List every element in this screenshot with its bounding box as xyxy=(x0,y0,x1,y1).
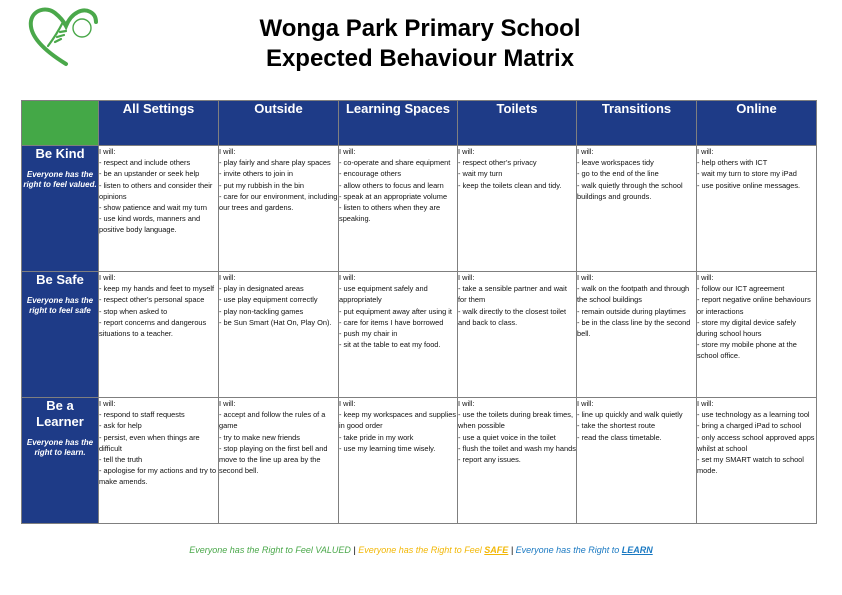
matrix-cell xyxy=(219,146,339,272)
cell-intro: I will: xyxy=(219,399,236,408)
matrix-cell xyxy=(99,146,219,272)
behaviour-item: - use kind words, manners and positive body language. xyxy=(99,214,201,235)
matrix-cell xyxy=(339,272,458,398)
behaviour-item: - wait my turn xyxy=(458,169,503,179)
cell-intro: I will: xyxy=(458,273,475,282)
behaviour-item: - show patience and wait my turn xyxy=(99,203,208,213)
behaviour-item: - help others with ICT xyxy=(697,158,768,168)
behaviour-item: - stop when asked to xyxy=(99,306,168,316)
cell-intro: I will: xyxy=(339,147,356,156)
behaviour-item: - push my chair in xyxy=(339,329,398,339)
behaviour-item: - persist, even when things are difficult xyxy=(99,432,200,453)
behaviour-item: - put equipment away after using it xyxy=(339,306,452,316)
row-be-safe xyxy=(22,272,817,398)
behaviour-item: - set my SMART watch to school mode. xyxy=(697,455,804,476)
row-subtitle: Everyone has the right to feel safe xyxy=(26,296,94,315)
school-logo xyxy=(26,4,106,70)
behaviour-item: - be in the class line by the second bell. xyxy=(577,317,691,339)
behaviour-item: - allow others to focus and learn xyxy=(339,180,444,190)
behaviour-item: - apologise for my actions and try to make amends. xyxy=(99,466,217,487)
column-header-transitions: Transitions xyxy=(577,101,697,146)
behaviour-item: - be an upstander or seek help xyxy=(99,169,200,179)
matrix-cell xyxy=(697,146,817,272)
matrix-cell xyxy=(99,398,219,524)
matrix-cell xyxy=(458,398,577,524)
header-row xyxy=(22,101,817,146)
behaviour-item: - use my learning time wisely. xyxy=(339,443,436,453)
footer-safe-prefix: Everyone has the Right to Feel xyxy=(358,545,485,555)
column-header-learning-spaces: Learning Spaces xyxy=(339,101,458,146)
behaviour-item: - store my digital device safely during school hours xyxy=(697,317,796,339)
cell-intro: I will: xyxy=(219,273,236,282)
behaviour-item: - care for our environment, including our trees and gardens. xyxy=(219,191,338,213)
behaviour-item: - line up quickly and walk quietly xyxy=(577,410,683,420)
cell-intro: I will: xyxy=(577,273,594,282)
cell-intro: I will: xyxy=(339,399,356,408)
behaviour-item: - go to the end of the line xyxy=(577,169,659,179)
footer-separator: | xyxy=(350,545,359,555)
behaviour-item: - use positive online messages. xyxy=(697,180,801,190)
behaviour-item: - co-operate and share equipment xyxy=(339,158,451,168)
behaviour-item: - respect other’s personal space xyxy=(99,295,205,305)
row-title: Be Kind xyxy=(35,146,85,161)
column-header-toilets: Toilets xyxy=(458,101,577,146)
page-title xyxy=(150,14,690,74)
behaviour-item: - remain outside during playtimes xyxy=(577,306,686,316)
behaviour-item: - keep my hands and feet to myself xyxy=(99,284,215,294)
cell-intro: I will: xyxy=(577,147,594,156)
matrix-cell xyxy=(697,272,817,398)
title-line-1: Wonga Park Primary School xyxy=(259,15,581,42)
footer-safe-keyword: SAFE xyxy=(484,545,509,555)
behaviour-item: - stop playing on the first bell and move to the line up area by the second bell. xyxy=(219,443,328,476)
matrix-cell xyxy=(697,398,817,524)
cell-intro: I will: xyxy=(339,273,356,282)
behaviour-item: - wait my turn to store my iPad xyxy=(697,169,797,179)
behaviour-item: - respect other’s privacy xyxy=(458,158,537,168)
row-title: Be Safe xyxy=(36,272,84,287)
cell-intro: I will: xyxy=(458,399,475,408)
cell-intro: I will: xyxy=(99,399,116,408)
matrix-cell xyxy=(577,398,697,524)
matrix-cell xyxy=(458,272,577,398)
behaviour-item: - play in designated areas xyxy=(219,284,304,294)
behaviour-item: - play fairly and share play spaces xyxy=(219,158,331,168)
behaviour-item: - keep my workspaces and supplies in good order xyxy=(339,410,457,431)
behaviour-item: - use technology as a learning tool xyxy=(697,410,810,420)
behaviour-item: - use equipment safely and appropriately xyxy=(339,284,428,305)
heart-logo-icon xyxy=(26,4,106,70)
behaviour-item: - use the toilets during break times, when possible xyxy=(458,410,574,431)
behaviour-item: - leave workspaces tidy xyxy=(577,158,654,168)
cell-intro: I will: xyxy=(577,399,594,408)
matrix-cell xyxy=(219,398,339,524)
footer-learn xyxy=(516,545,653,555)
behaviour-item: - flush the toilet and wash my hands xyxy=(458,443,576,453)
row-header-be-a-learner xyxy=(22,398,99,524)
behaviour-item: - report negative online behaviours or interactions xyxy=(697,295,811,316)
behaviour-item: - read the class timetable. xyxy=(577,432,662,442)
behaviour-item: - use play equipment correctly xyxy=(219,295,318,305)
behaviour-item: - report concerns and dangerous situations to a teacher. xyxy=(99,317,207,339)
cell-intro: I will: xyxy=(99,273,116,282)
matrix-cell xyxy=(577,146,697,272)
row-subtitle: Everyone has the right to learn. xyxy=(26,438,94,457)
cell-intro: I will: xyxy=(697,273,714,282)
behaviour-item: - ask for help xyxy=(99,421,142,431)
row-be-a-learner xyxy=(22,398,817,524)
behaviour-item: - respond to staff requests xyxy=(99,410,185,420)
behaviour-item: - listen to others and consider their opinions xyxy=(99,180,213,201)
behaviour-item: - use a quiet voice in the toilet xyxy=(458,432,556,442)
cell-intro: I will: xyxy=(458,147,475,156)
behaviour-item: - walk directly to the closest toilet and back to class. xyxy=(458,306,567,327)
column-header-online: Online xyxy=(697,101,817,146)
footer-separator: | xyxy=(508,545,516,555)
matrix-cell xyxy=(339,398,458,524)
behaviour-item: - report any issues. xyxy=(458,455,521,465)
matrix-cell xyxy=(577,272,697,398)
behaviour-item: - store my mobile phone at the school office. xyxy=(697,340,797,361)
matrix-cell xyxy=(99,272,219,398)
behaviour-item: - walk on the footpath and through the school buildings xyxy=(577,284,690,305)
behaviour-item: - follow our ICT agreement xyxy=(697,284,785,294)
matrix-cell xyxy=(219,272,339,398)
row-header-be-kind xyxy=(22,146,99,272)
column-header-all-settings: All Settings xyxy=(99,101,219,146)
row-title: Be a Learner xyxy=(36,398,84,429)
matrix-cell xyxy=(458,146,577,272)
behaviour-item: - be Sun Smart (Hat On, Play On). xyxy=(219,317,332,327)
footer-learn-prefix: Everyone has the Right to xyxy=(515,545,622,555)
behaviour-item: - speak at an appropriate volume xyxy=(339,191,448,201)
behaviour-item: - respect and include others xyxy=(99,158,191,168)
matrix-cell xyxy=(339,146,458,272)
behaviour-item: - keep the toilets clean and tidy. xyxy=(458,180,562,190)
behaviour-item: - play non-tackling games xyxy=(219,306,304,316)
footer-learn-keyword: LEARN xyxy=(621,545,653,555)
behaviour-item: - care for items I have borrowed xyxy=(339,317,444,327)
cell-intro: I will: xyxy=(219,147,236,156)
row-subtitle: Everyone has the right to feel valued. xyxy=(23,170,97,189)
behaviour-item: - take pride in my work xyxy=(339,432,414,442)
title-line-2: Expected Behaviour Matrix xyxy=(265,45,575,72)
cell-intro: I will: xyxy=(697,399,714,408)
behaviour-item: - take a sensible partner and wait for them xyxy=(458,284,567,305)
column-header-outside: Outside xyxy=(219,101,339,146)
behaviour-item: - accept and follow the rules of a game xyxy=(219,410,326,431)
behaviour-item: - walk quietly through the school buildings and grounds. xyxy=(577,180,683,201)
cell-intro: I will: xyxy=(99,147,116,156)
row-header-be-safe xyxy=(22,272,99,398)
behaviour-item: - invite others to join in xyxy=(219,169,293,179)
cell-intro: I will: xyxy=(697,147,714,156)
behaviour-item: - sit at the table to eat my food. xyxy=(339,340,441,350)
behaviour-matrix-table xyxy=(21,100,817,524)
behaviour-item: - tell the truth xyxy=(99,455,143,465)
behaviour-item: - encourage others xyxy=(339,169,402,179)
row-be-kind xyxy=(22,146,817,272)
footer-motto xyxy=(0,545,842,555)
behaviour-item: - try to make new friends xyxy=(219,432,300,442)
behaviour-item: - take the shortest route xyxy=(577,421,656,431)
behaviour-item: - only access school approved apps whilst at school xyxy=(697,432,815,453)
behaviour-item: - put my rubbish in the bin xyxy=(219,180,305,190)
footer-safe xyxy=(358,545,508,555)
corner-cell xyxy=(22,101,99,146)
footer-valued: Everyone has the Right to Feel VALUED xyxy=(189,545,351,555)
behaviour-item: - listen to others when they are speaking. xyxy=(339,203,441,224)
behaviour-item: - bring a charged iPad to school xyxy=(697,421,802,431)
